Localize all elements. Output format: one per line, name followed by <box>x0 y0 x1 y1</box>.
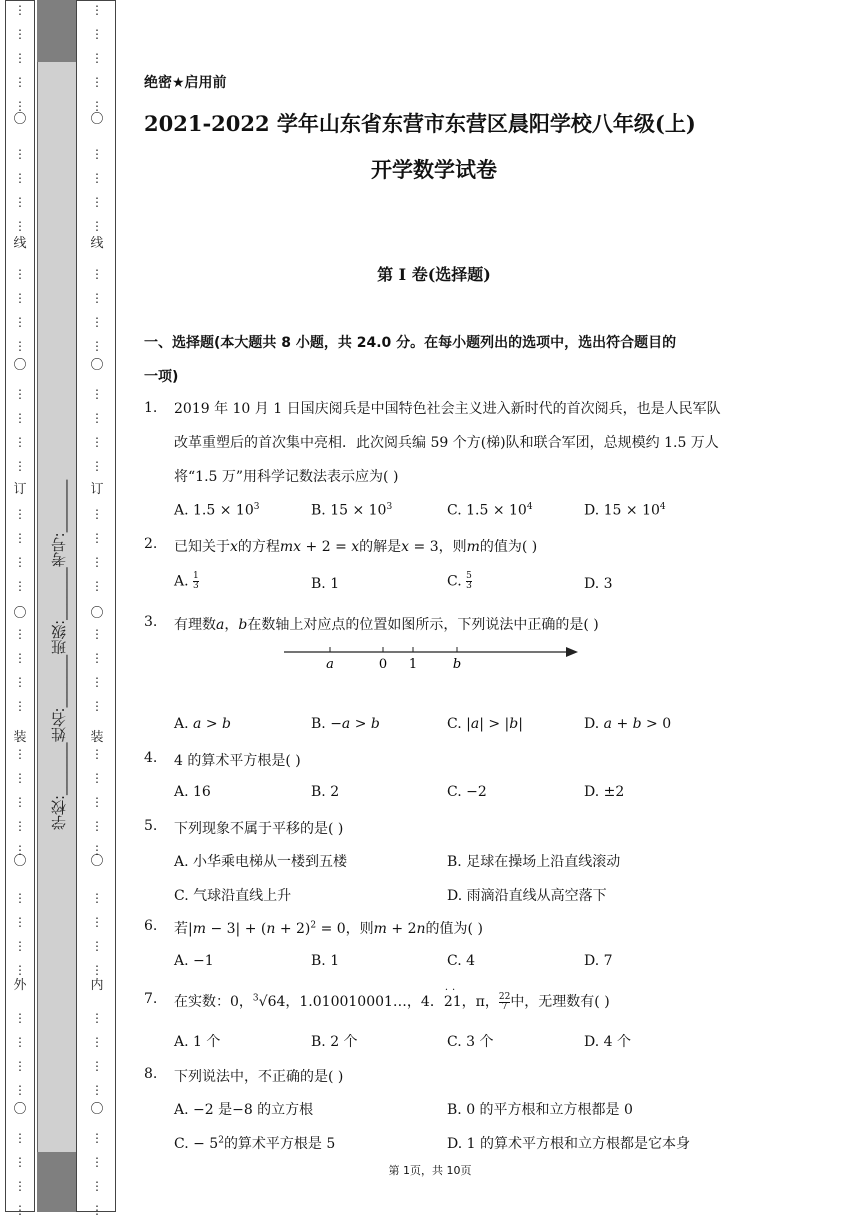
q2-option-b: B. 1 <box>311 576 340 592</box>
q4-option-b: B. 2 <box>311 784 340 800</box>
seal-dots: ⋮ <box>91 1155 103 1169</box>
seal-dots: ⋮ <box>91 939 103 953</box>
seal-dots: ⋮ <box>14 651 26 665</box>
question-number: 7. <box>144 991 158 1007</box>
q5-option-d: D. 雨滴沿直线从高空落下 <box>447 888 607 904</box>
seal-dots: ⋮ <box>14 819 26 833</box>
q1-option-b: B. $15 \times 10^3$ <box>311 502 393 519</box>
q5-option-b: B. 足球在操场上沿直线滚动 <box>447 854 621 870</box>
seal-dots: ⋮ <box>91 339 103 353</box>
q2-option-a: A. $\frac{1}{3}$ <box>174 571 199 591</box>
seal-dots: ⋮ <box>91 171 103 185</box>
seal-dots: ⋮ <box>14 1083 26 1097</box>
q2-option-d: D. 3 <box>584 576 613 592</box>
label-1: 1 <box>408 657 418 672</box>
inner-dotted-seal-line <box>90 3 104 1217</box>
q4-option-c: C. −2 <box>447 784 487 800</box>
seal-dots: ⋮ <box>91 435 103 449</box>
seal-dots: ⋮ <box>14 1203 26 1217</box>
seal-dots: ⋮ <box>14 291 26 305</box>
number-line-figure <box>280 640 580 674</box>
seal-dots: ⋮ <box>14 795 26 809</box>
q6-option-b: B. 1 <box>311 953 340 969</box>
seal-dots: ⋮ <box>14 507 26 521</box>
seal-dots: ⋮ <box>14 1131 26 1145</box>
seal-dots: ⋮ <box>91 651 103 665</box>
seal-dots: ⋮ <box>14 1155 26 1169</box>
seal-dots: ⋮ <box>91 1059 103 1073</box>
q4-option-d: D. ±2 <box>584 784 625 800</box>
seal-dots: ⋮ <box>14 51 26 65</box>
seal-dots: ⋮ <box>91 531 103 545</box>
seal-dots: ⋮ <box>91 1035 103 1049</box>
seal-dots: ⋮ <box>14 1059 26 1073</box>
seal-dots: ⋮ <box>91 291 103 305</box>
seal-mark: 线 <box>90 236 104 251</box>
seal-dots: ⋮ <box>14 75 26 89</box>
seal-mark: 线 <box>13 236 27 251</box>
seal-mark: 〇 <box>90 606 104 621</box>
seal-dots: ⋮ <box>91 195 103 209</box>
seal-dots: ⋮ <box>91 891 103 905</box>
q8-option-b: B. 0 的平方根和立方根都是 0 <box>447 1102 633 1118</box>
seal-dots: ⋮ <box>14 675 26 689</box>
q6-option-c: C. 4 <box>447 953 476 969</box>
seal-dots: ⋮ <box>91 963 103 977</box>
seal-dots: ⋮ <box>14 267 26 281</box>
q7-option-c: C. 3 个 <box>447 1034 494 1050</box>
seal-mark: 订 <box>13 482 27 497</box>
seal-dots: ⋮ <box>91 219 103 233</box>
part-heading: 第 I 卷(选择题) <box>377 265 491 284</box>
seal-dots: ⋮ <box>14 1011 26 1025</box>
q8-option-a: A. −2 是−8 的立方根 <box>174 1102 314 1118</box>
q6-option-d: D. 7 <box>584 953 613 969</box>
q1-option-c: C. $1.5 \times 10^4$ <box>447 502 533 519</box>
seal-dots: ⋮ <box>14 843 26 857</box>
seal-dots: ⋮ <box>14 315 26 329</box>
seal-dots: ⋮ <box>91 99 103 113</box>
seal-mark: 外 <box>13 978 27 993</box>
seal-dots: ⋮ <box>14 939 26 953</box>
q3-option-b: B. −a > b <box>311 716 380 732</box>
seal-dots: ⋮ <box>91 3 103 17</box>
seal-mark: 装 <box>13 730 27 745</box>
seal-dots: ⋮ <box>14 219 26 233</box>
seal-dots: ⋮ <box>14 1179 26 1193</box>
seal-mark: 〇 <box>90 112 104 127</box>
seal-dots: ⋮ <box>91 915 103 929</box>
seal-mark: 订 <box>90 482 104 497</box>
seal-dots: ⋮ <box>91 771 103 785</box>
q3-option-d: D. a + b > 0 <box>584 716 672 732</box>
seal-mark: 〇 <box>13 854 27 869</box>
seal-dots: ⋮ <box>91 699 103 713</box>
seal-dots: ⋮ <box>14 1035 26 1049</box>
seal-dots: ⋮ <box>14 747 26 761</box>
seal-dots: ⋮ <box>14 387 26 401</box>
seal-dots: ⋮ <box>91 843 103 857</box>
seal-mark: 装 <box>90 730 104 745</box>
seal-mark: 〇 <box>90 854 104 869</box>
seal-mark: 〇 <box>13 112 27 127</box>
seal-dots: ⋮ <box>91 267 103 281</box>
confidential-mark: 绝密★启用前 <box>144 75 227 91</box>
q7-option-a: A. 1 个 <box>174 1034 221 1050</box>
outer-dotted-seal-line <box>13 3 27 1217</box>
question-text: 有理数a，b在数轴上对应点的位置如图所示，下列说法中正确的是( ) <box>174 617 599 633</box>
seal-dots: ⋮ <box>91 459 103 473</box>
question-text: 在实数：0，$^3$√64，1.010010001…，4．21 .. ，π， $\frac{22}{7}$ 中，无理数有( ) <box>174 982 610 1012</box>
q6-option-a: A. −1 <box>174 953 214 969</box>
seal-dots: ⋮ <box>14 627 26 641</box>
seal-dots: ⋮ <box>91 579 103 593</box>
seal-dots: ⋮ <box>14 579 26 593</box>
seal-dots: ⋮ <box>91 555 103 569</box>
seal-dots: ⋮ <box>91 1203 103 1217</box>
seal-dots: ⋮ <box>91 1179 103 1193</box>
exam-title-line2: 开学数学试卷 <box>371 157 497 182</box>
seal-mark: 〇 <box>13 1102 27 1117</box>
seal-dots: ⋮ <box>91 75 103 89</box>
seal-dots: ⋮ <box>14 171 26 185</box>
q3-option-c: C. |a| > |b| <box>447 716 523 732</box>
seal-dots: ⋮ <box>91 795 103 809</box>
seal-dots: ⋮ <box>14 99 26 113</box>
seal-mark: 内 <box>90 978 104 993</box>
seal-dots: ⋮ <box>14 771 26 785</box>
q7-option-b: B. 2 个 <box>311 1034 358 1050</box>
label-a: a <box>326 657 334 672</box>
seal-dots: ⋮ <box>91 675 103 689</box>
seal-dots: ⋮ <box>14 435 26 449</box>
seal-dots: ⋮ <box>91 411 103 425</box>
q8-option-c: C. − $5^2$的算术平方根是 5 <box>174 1135 336 1152</box>
seal-mark: 〇 <box>90 358 104 373</box>
seal-dots: ⋮ <box>14 459 26 473</box>
question-text: 已知关于x的方程mx + 2 = x的解是x = 3，则m的值为( ) <box>174 539 538 555</box>
seal-dots: ⋮ <box>91 507 103 521</box>
question-number: 4. <box>144 750 158 766</box>
question-text: 下列现象不属于平移的是( ) <box>174 821 344 837</box>
seal-dots: ⋮ <box>91 1131 103 1145</box>
seal-dots: ⋮ <box>91 1011 103 1025</box>
q1-option-a: A. $1.5 \times 10^3$ <box>174 502 260 519</box>
q1-option-d: D. $15 \times 10^4$ <box>584 502 666 519</box>
seal-dots: ⋮ <box>14 531 26 545</box>
seal-dots: ⋮ <box>91 315 103 329</box>
question-number: 1. <box>144 400 158 416</box>
question-text: 2019 年 10 月 1 日国庆阅兵是中国特色社会主义进入新时代的首次阅兵，也是人民军队改革重塑后的首次集中亮相．此次阅兵编 59 个方(梯)队和联合军团，总规模约 1.5 万人将“1.5 万”用科学记数法表示应为( ) <box>174 401 721 485</box>
binding-top-cap <box>37 0 77 62</box>
seal-dots: ⋮ <box>14 27 26 41</box>
q2-option-c: C. $\frac{5}{3}$ <box>447 571 472 591</box>
binding-bottom-cap <box>37 1152 77 1212</box>
section-heading-line2: 一项) <box>144 369 179 385</box>
question-text: 若$|m - 3| + (n + 2)^2 = 0$，则m + 2n的值为( ) <box>174 920 483 937</box>
q8-option-d: D. 1 的算术平方根和立方根都是它本身 <box>447 1136 690 1152</box>
seal-dots: ⋮ <box>91 627 103 641</box>
seal-dots: ⋮ <box>91 27 103 41</box>
label-0: 0 <box>378 657 388 672</box>
axis-arrowhead <box>566 647 578 657</box>
seal-dots: ⋮ <box>91 147 103 161</box>
question-number: 3. <box>144 614 158 630</box>
seal-dots: ⋮ <box>14 891 26 905</box>
seal-dots: ⋮ <box>14 963 26 977</box>
seal-dots: ⋮ <box>14 3 26 17</box>
seal-dots: ⋮ <box>14 195 26 209</box>
seal-dots: ⋮ <box>91 819 103 833</box>
seal-dots: ⋮ <box>91 51 103 65</box>
seal-dots: ⋮ <box>14 147 26 161</box>
question-text: 下列说法中，不正确的是( ) <box>174 1069 344 1085</box>
seal-mark: 〇 <box>13 606 27 621</box>
question-number: 8. <box>144 1066 158 1082</box>
question-number: 6. <box>144 918 158 934</box>
seal-dots: ⋮ <box>91 747 103 761</box>
q3-option-a: A. a > b <box>174 716 231 732</box>
seal-dots: ⋮ <box>14 555 26 569</box>
q5-option-a: A. 小华乘电梯从一楼到五楼 <box>174 854 348 870</box>
section-heading-line1: 一、选择题(本大题共 8 小题，共 24.0 分。在每小题列出的选项中，选出符合题目的 <box>144 335 677 351</box>
label-b: b <box>452 657 462 672</box>
student-info-fields: 学校:_______姓名:_______班级:_______考号:_______ <box>50 479 68 830</box>
seal-dots: ⋮ <box>91 387 103 401</box>
exam-title-line1: 2021-2022 学年山东省东营市东营区晨阳学校八年级(上) <box>144 111 696 136</box>
seal-mark: 〇 <box>13 358 27 373</box>
q4-option-a: A. 16 <box>174 784 211 800</box>
q5-option-c: C. 气球沿直线上升 <box>174 888 292 904</box>
q7-option-d: D. 4 个 <box>584 1034 631 1050</box>
seal-dots: ⋮ <box>14 915 26 929</box>
question-number: 2. <box>144 536 158 552</box>
page-footer: 第 1页，共 10页 <box>388 1164 472 1177</box>
seal-dots: ⋮ <box>14 411 26 425</box>
seal-dots: ⋮ <box>91 1083 103 1097</box>
seal-mark: 〇 <box>90 1102 104 1117</box>
question-text: 4 的算术平方根是( ) <box>174 753 301 769</box>
question-number: 5. <box>144 818 158 834</box>
seal-dots: ⋮ <box>14 339 26 353</box>
seal-dots: ⋮ <box>14 699 26 713</box>
